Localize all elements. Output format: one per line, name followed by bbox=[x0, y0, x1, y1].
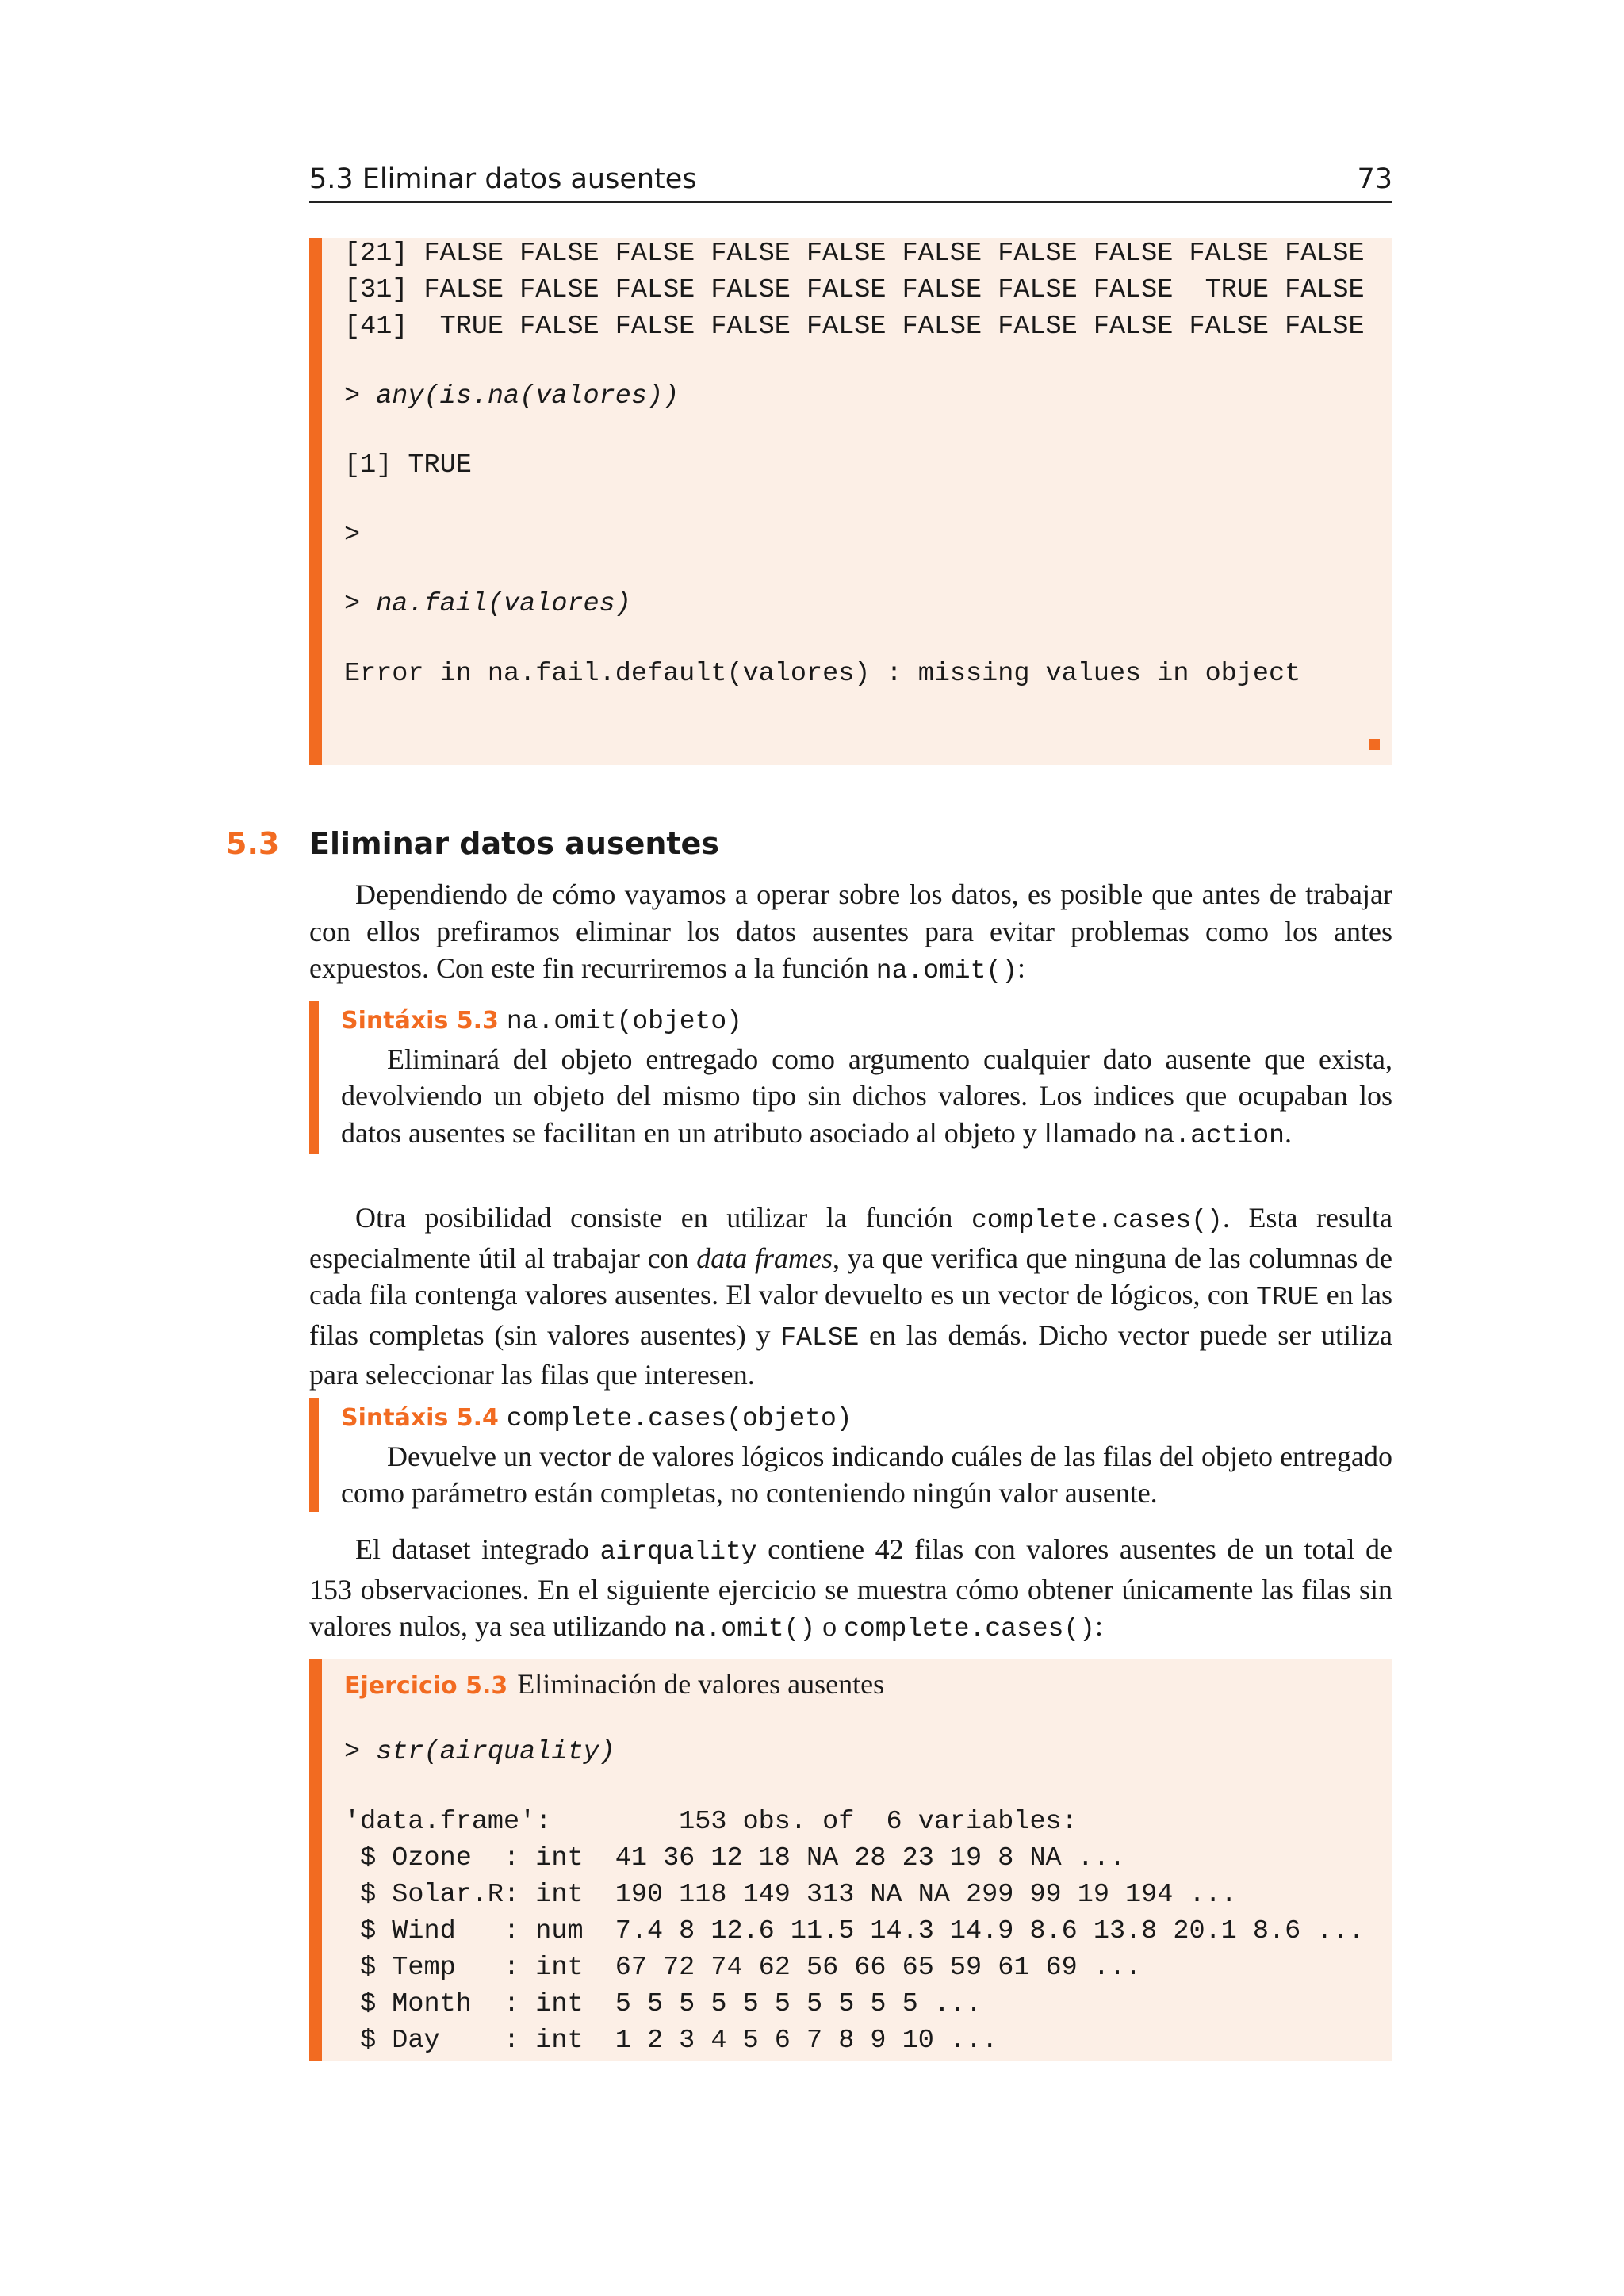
paragraph-text: en las filas completas (sin valores ausentes) y bbox=[309, 1279, 1392, 1351]
paragraph-text: en las demás. Dicho vector puede ser utiliza para seleccionar las filas que interesen. bbox=[309, 1318, 1392, 1391]
code-command: > any(is.na(valores)) bbox=[344, 381, 680, 411]
syntax-header bbox=[341, 1398, 1392, 1438]
page-number: 73 bbox=[1357, 163, 1392, 195]
paragraph-text: : bbox=[1094, 1610, 1103, 1642]
paragraph-text: o bbox=[815, 1610, 845, 1642]
paragraph-text: : bbox=[1017, 952, 1026, 984]
syntax-box bbox=[309, 1001, 1392, 1154]
inline-code: FALSE bbox=[780, 1322, 860, 1353]
paragraph-text: Dependiendo de cómo vayamos a operar sobre los datos, es posible que antes de trabajar con ellos prefiramos eliminar los datos ausentes para evitar problemas como los antes expuestos. Con este fin recurriremos a la función bbox=[309, 878, 1392, 984]
code-line: [41] TRUE FALSE FALSE FALSE FALSE FALSE FALSE FALSE FALSE FALSE bbox=[344, 312, 1365, 342]
exercise-box bbox=[309, 1659, 1392, 2061]
code-line: [31] FALSE FALSE FALSE FALSE FALSE FALSE FALSE FALSE TRUE FALSE bbox=[344, 275, 1365, 305]
emphasis: data frames bbox=[696, 1242, 833, 1274]
paragraph bbox=[309, 1200, 1392, 1394]
exercise-title: Eliminación de valores ausentes bbox=[517, 1668, 885, 1700]
paragraph bbox=[309, 1531, 1392, 1648]
code-line: $ Ozone : int 41 36 12 18 NA 28 23 19 8 NA ... bbox=[344, 1843, 1126, 1873]
paragraph-text: El dataset integrado bbox=[355, 1533, 600, 1565]
inline-code: complete.cases() bbox=[971, 1206, 1223, 1235]
code-line: [21] FALSE FALSE FALSE FALSE FALSE FALSE FALSE FALSE FALSE FALSE bbox=[344, 239, 1365, 269]
paragraph bbox=[309, 876, 1392, 990]
syntax-description bbox=[341, 1041, 1392, 1155]
running-head-title: 5.3 Eliminar datos ausentes bbox=[309, 163, 697, 195]
section-number: 5.3 bbox=[226, 826, 280, 861]
inline-code: TRUE bbox=[1256, 1283, 1320, 1312]
code-line: $ Month : int 5 5 5 5 5 5 5 5 5 5 ... bbox=[344, 1989, 982, 2019]
syntax-header bbox=[341, 1001, 1392, 1041]
code-line: 'data.frame': 153 obs. of 6 variables: bbox=[344, 1807, 1078, 1837]
inline-code: complete.cases() bbox=[844, 1614, 1095, 1644]
syntax-description-text: . bbox=[1284, 1116, 1292, 1149]
syntax-box bbox=[309, 1398, 1392, 1512]
code-prompt: > bbox=[344, 520, 361, 550]
syntax-description: Devuelve un vector de valores lógicos indicando cuáles de las filas del objeto entregado como parámetro están completas, no conteniendo ningún valor ausente. bbox=[341, 1440, 1392, 1509]
section-heading bbox=[226, 826, 719, 861]
paragraph-text: . Esta resulta especialmente útil al trabajar con bbox=[309, 1202, 1392, 1274]
syntax-label: Sintáxis 5.3 bbox=[341, 1007, 499, 1035]
inline-code: na.omit() bbox=[875, 956, 1018, 985]
running-head bbox=[309, 163, 1392, 203]
code-command: > str(airquality) bbox=[344, 1737, 615, 1767]
inline-code: na.action bbox=[1143, 1120, 1285, 1150]
code-error: Error in na.fail.default(valores) : missing values in object bbox=[344, 659, 1301, 689]
syntax-description-text: Eliminará del objeto entregado como argumento cualquier dato ausente que exista, devolviendo un objeto del mismo tipo sin dichos valores. Los indices que ocupaban los datos ausentes se facilitan en un atributo asociado al objeto y llamado bbox=[341, 1043, 1392, 1149]
syntax-label: Sintáxis 5.4 bbox=[341, 1404, 499, 1432]
syntax-signature: complete.cases(objeto) bbox=[506, 1404, 852, 1433]
inline-code: na.omit() bbox=[673, 1614, 816, 1644]
paragraph-text: contiene 42 filas con valores ausentes de un total de 153 observaciones. En el siguiente ejercicio se muestra cómo obtener únicamente las filas sin valores nulos, ya sea utilizando bbox=[309, 1533, 1392, 1642]
code-line: $ Temp : int 67 72 74 62 56 66 65 59 61 69 ... bbox=[344, 1953, 1142, 1983]
code-line: $ Solar.R: int 190 118 149 313 NA NA 299 99 19 194 ... bbox=[344, 1880, 1237, 1910]
code-line: [1] TRUE bbox=[344, 450, 472, 480]
syntax-signature: na.omit(objeto) bbox=[506, 1007, 742, 1036]
code-line: $ Wind : num 7.4 8 12.6 11.5 14.3 14.9 8.6 13.8 20.1 8.6 ... bbox=[344, 1916, 1365, 1946]
end-marker-square bbox=[1369, 739, 1380, 750]
section-title: Eliminar datos ausentes bbox=[309, 826, 719, 861]
paragraph-text: , ya que verifica que ninguna de las columnas de cada fila contenga valores ausentes. El valor devuelto es un vector de lógicos, con bbox=[309, 1242, 1393, 1311]
code-line: $ Day : int 1 2 3 4 5 6 7 8 9 10 ... bbox=[344, 2026, 998, 2056]
exercise-label: Ejercicio 5.3 bbox=[344, 1672, 508, 1700]
inline-code: airquality bbox=[599, 1537, 757, 1567]
paragraph-text: Otra posibilidad consiste en utilizar la función bbox=[355, 1202, 971, 1234]
code-block-output bbox=[309, 238, 1392, 765]
code-command: > na.fail(valores) bbox=[344, 589, 631, 619]
exercise-header bbox=[344, 1667, 884, 1704]
